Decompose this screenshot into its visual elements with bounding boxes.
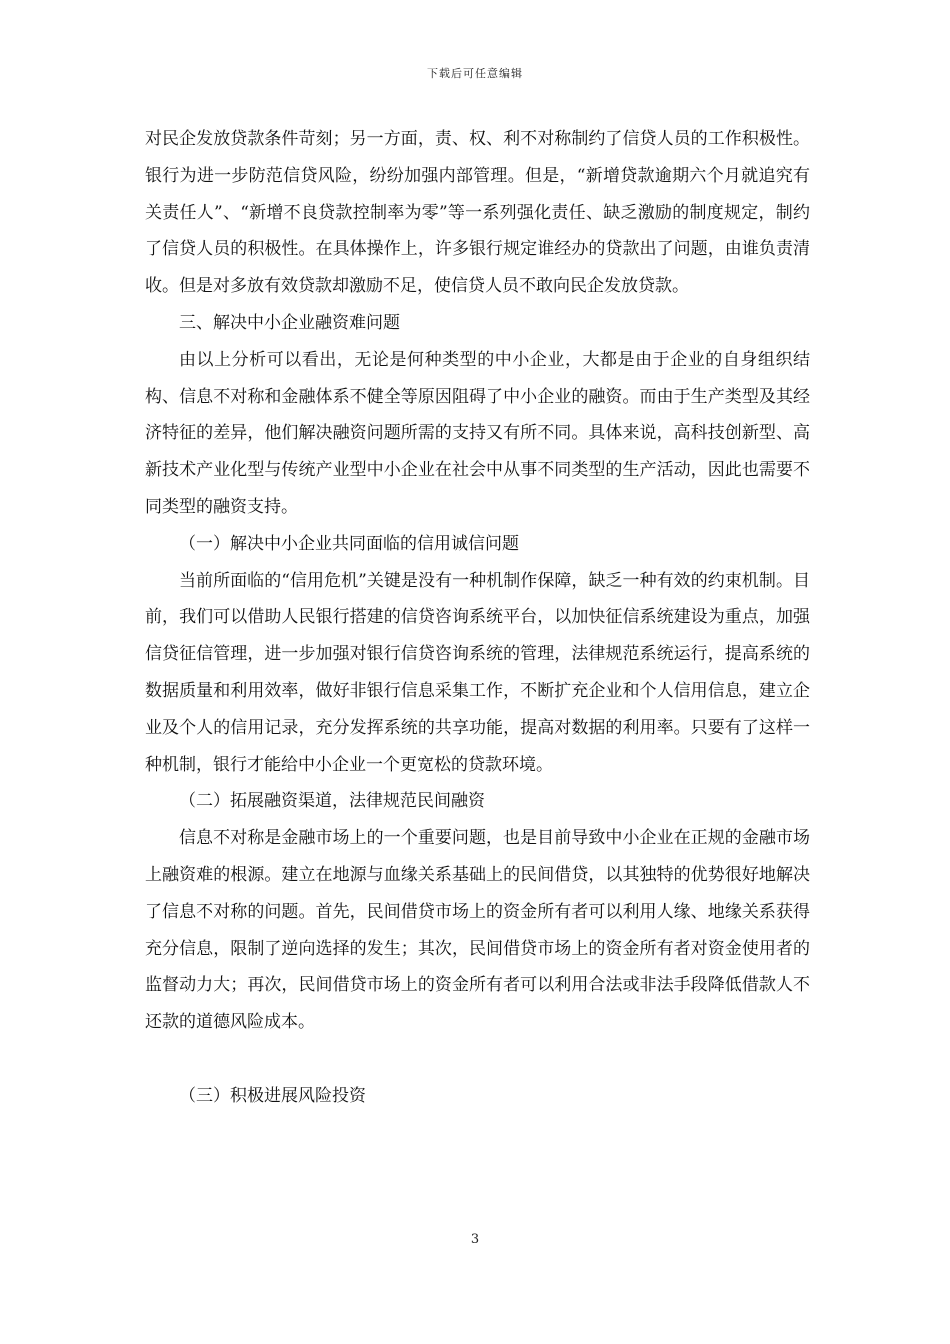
section-heading-3: 三、解决中小企业融资难问题 <box>179 312 400 333</box>
subsection-heading-1: （一）解决中小企业共同面临的信用诚信问题 <box>179 533 519 554</box>
page-number: 3 <box>470 1232 480 1247</box>
document-body <box>145 121 810 1115</box>
subsection-heading-2: （二）拓展融资渠道，法律规范民间融资 <box>179 791 485 812</box>
paragraph-continuation: 对民企发放贷款条件苛刻；另一方面，责、权、利不对称制约了信贷人员的工作积极性。银行为进一步防范信贷风险，纷纷加强内部管理。但是，“新增贷款逾期六个月就追究有关责任人”、“新增不良贷款控制率为零”等一系列强化责任、缺乏激励的制度规定，制约了信贷人员的积极性。在具体操作上，许多银行规定谁经办的贷款出了问题，由谁负责清收。但是对多放有效贷款却激励不足，使信贷人员不敢向民企发放贷款。 <box>145 129 810 297</box>
paragraph-credit: 当前所面临的“信用危机”关键是没有一种机制作保障，缺乏一种有效的约束机制。目前，我们可以借助人民银行搭建的信贷咨询系统平台，以加快征信系统建设为重点，加强信贷征信管理，进一步加强对银行信贷咨询系统的管理，法律规范系统运行，提高系统的数据质量和利用效率，做好非银行信息采集工作，不断扩充企业和个人信用信息，建立企业及个人的信用记录，充分发挥系统的共享功能，提高对数据的利用率。只要有了这样一种机制，银行才能给中小企业一个更宽松的贷款环境。 <box>145 570 810 775</box>
page-header: 下载后可任意编辑 <box>427 67 523 80</box>
paragraph-private-lending: 信息不对称是金融市场上的一个重要问题，也是目前导致中小企业在正规的金融市场上融资难的根源。建立在地源与血缘关系基础上的民间借贷，以其独特的优势很好地解决了信息不对称的问题。首先，民间借贷市场上的资金所有者可以利用人缘、地缘关系获得充分信息，限制了逆向选择的发生；其次，民间借贷市场上的资金所有者对资金使用者的监督动力大；再次，民间借贷市场上的资金所有者可以利用合法或非法手段降低借款人不还款的道德风险成本。 <box>145 828 810 1033</box>
blank-line <box>145 1041 810 1078</box>
paragraph-analysis: 由以上分析可以看出，无论是何种类型的中小企业，大都是由于企业的自身组织结构、信息不对称和金融体系不健全等原因阻碍了中小企业的融资。而由于生产类型及其经济特征的差异，他们解决融资问题所需的支持又有所不同。具体来说，高科技创新型、高新技术产业化型与传统产业型中小企业在社会中从事不同类型的生产活动，因此也需要不同类型的融资支持。 <box>145 349 810 517</box>
subsection-heading-3: （三）积极进展风险投资 <box>179 1085 366 1106</box>
